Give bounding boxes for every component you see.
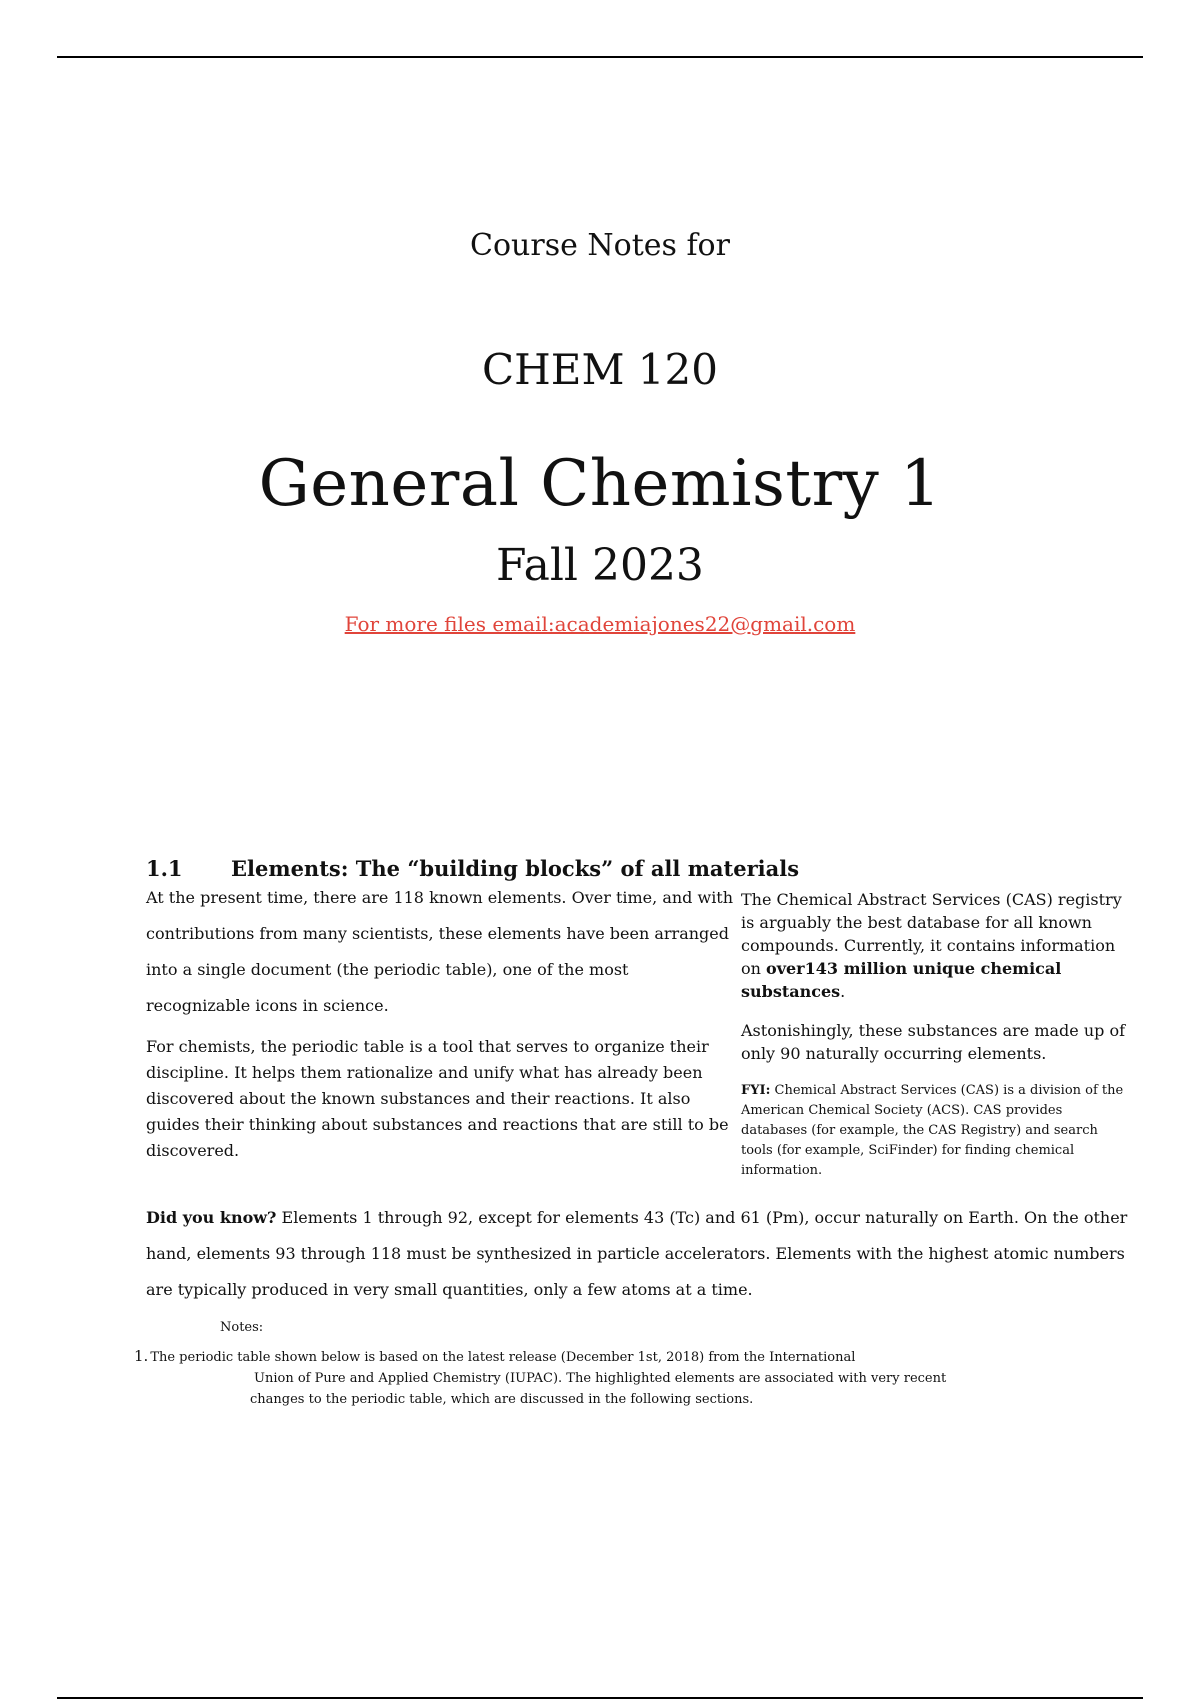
periodic-table-paragraph: For chemists, the periodic table is a tool that serves to organize their discipline. It helps them rationalize and unify what has already been discovered about the known substances and their reactions. It also guides their thinking about substances and reactions that are still to be discovered. xyxy=(146,1037,729,1160)
cas-paragraph-bold: over143 million unique chemical substances xyxy=(741,959,1062,1001)
did-you-know-text: Elements 1 through 92, except for elements 43 (Tc) and 61 (Pm), occur naturally on Earth. On the other hand, elements 93 through 118 must be synthesized in particle accelerators. Elements with the highest atomic numbers are typically produced in very small quantities, only a few atoms at a time. xyxy=(146,1208,1128,1299)
section-title: Elements: The “building blocks” of all materials xyxy=(231,856,800,881)
section-number: 1.1 xyxy=(146,856,183,881)
did-you-know-label: Did you know? xyxy=(146,1208,277,1227)
fyi-note xyxy=(741,1081,1131,1181)
contact-email-link[interactable]: For more files email:academiajones22@gmail.com xyxy=(344,612,856,636)
did-you-know-block xyxy=(146,1200,1136,1308)
note-line-2: Union of Pure and Applied Chemistry (IUPAC). The highlighted elements are associated with very recent xyxy=(254,1371,947,1386)
course-notes-label: Course Notes for xyxy=(470,228,730,263)
note-line-1: The periodic table shown below is based on the latest release (December 1st, 2018) from the International xyxy=(150,1350,856,1365)
course-code: CHEM 120 xyxy=(482,345,718,394)
cas-paragraph-end: . xyxy=(840,982,846,1001)
top-rule xyxy=(57,56,1143,58)
bottom-rule xyxy=(57,1697,1143,1699)
notes-heading: Notes: xyxy=(220,1320,264,1335)
left-column xyxy=(146,888,736,1164)
course-title: General Chemistry 1 xyxy=(258,447,942,521)
fyi-label: FYI: xyxy=(741,1083,771,1098)
section-heading xyxy=(146,856,799,881)
fyi-text: Chemical Abstract Services (CAS) is a division of the American Chemical Society (ACS). CAS provides databases (for example, the CAS Registry) and search tools (for example, SciFinder) for finding chemical information. xyxy=(741,1083,1124,1178)
note-line-3: changes to the periodic table, which are discussed in the following sections. xyxy=(250,1392,754,1407)
note-item-marker: 1. xyxy=(134,1347,149,1365)
cas-paragraph-start: The Chemical Abstract Services (CAS) registry is arguably the best database for all known compounds. Currently, it contains information on xyxy=(741,890,1122,978)
note-item xyxy=(134,1346,994,1410)
term-label: Fall 2023 xyxy=(496,540,704,591)
cas-paragraph xyxy=(741,888,1131,1003)
elements-paragraph: Astonishingly, these substances are made up of only 90 naturally occurring elements. xyxy=(741,1021,1126,1063)
right-column xyxy=(741,888,1131,1181)
intro-paragraph: At the present time, there are 118 known elements. Over time, and with contributions from many scientists, these elements have been arranged into a single document (the periodic table), one of the most recognizable icons in science. xyxy=(146,888,734,1015)
